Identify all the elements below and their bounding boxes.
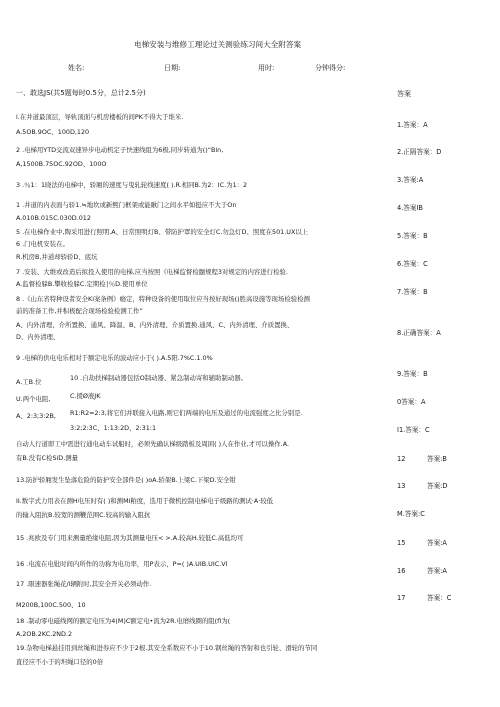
question-line: 17 .限速器张绳花∕l辆附时,其安全开关必须动作. [16,580,152,588]
question-line: 10 .自劫扶梯制动器包括O制动器、紧急制动寄和辅助制动器。 [70,374,247,382]
question-line: U.两个电阻, [16,395,51,403]
answer-item: 3.答案:A [397,176,424,184]
question-line: 9 .电梯的供电电乐相对于额定电乐的波动应小于( ).A.5阳.7%C.1.0% [16,354,213,362]
answer-item: 13 [397,482,406,490]
answer-item: 8.正确答案：A [397,329,441,337]
answer-item: 答案：C [427,594,452,602]
question-line: 6 .门电机安装在。 [16,240,69,248]
answer-item: 9.答案：B [397,370,428,378]
question-line: 前的准备工作,并积极配合现场检验检测工作” [16,307,143,315]
answer-item: 答案:B [427,455,447,463]
answer-item: 答案:A [427,567,447,575]
answer-item: 12 [397,455,406,463]
question-line: A、内外清理、介所置换、通风、降温、B、内外清理、介质置换.通风、C、内外清理、介质置换、 [16,321,294,329]
answer-item: M.答案:C [397,510,425,518]
question-line: 18 .制动零电磁线网的额定电压为4(M)C额定电•流为2R.电磨线圈的阻(fl为( [16,617,231,625]
answer-item: 17 [397,594,406,602]
question-line: 2 .电梯用YTD交流双速异步电动机定子快速线组为6极,同步转通为()“Bin, [16,146,224,154]
question-line: 3 .％1：1晓法的电梯中，轿厢的速度与曳轧轮线速度( ).R.相同B.为2：IC.为1：2 [16,181,248,189]
question-line: A.5OB.9OC、100D,120 [16,128,90,136]
question-line: 19.杂物电梯悬挂用到丝绳和进券应不少于2根.其安全系数应不小于10.钢丝绳的答射和也引轮、滑轮的节同 [16,644,318,652]
question-line: M200B,100C.500、10 [16,601,86,609]
answer-item: 答案:A [427,539,447,547]
answer-item: 4.答案IB [397,204,423,212]
answer-item: 6.答案：C [397,260,428,268]
question-line: l.在井道最顶层，导轨顶面与机房楼板的间PK不得大于堆米. [16,113,184,121]
question-line: 16 .电流在电妣时间内所作的功称为电功率，用P表示，P=( )A.UIB.UIC.VI [16,560,228,568]
answer-item: 答案:D [427,482,448,490]
question-line: A、2:3;3:2B, [16,412,56,420]
answer-item: 0答案：A [397,398,426,406]
question-line: C.援Ø液JK [70,392,101,400]
question-line: D、内外清理、 [16,333,60,341]
question-line: 的输入阻抗B.较宽的测鞭范围C.较高的输入阻抗 [16,511,151,519]
question-line: 3:2;2:3C、1:13:2D、2:31:1 [70,424,157,432]
section-heading: 一、敢选JS(共5题每时0.5分，总计2.5分) [16,89,146,97]
question-line: 7 .安装、大维或改造后拟投入使用的电梯,应当按照《电梯监督检髓规程3对规定的内容进行检验. [16,268,288,276]
question-line: A,1500B.75OC.92OD、100O [16,160,107,168]
answer-item: 5.答案：B [397,232,428,240]
document-title: 电梯安装与维修工理论过关测验练习间大全附答案 [134,40,302,49]
question-line: 自动人行道即工中需进行通电动车试船时，必须先确认梯级踏板及周困( )人在作业,才可以操作.A. [16,440,289,448]
answer-item: 15 [397,539,406,547]
date-label: 日期: [164,64,181,72]
answer-item: I1.答案：C [397,426,430,434]
question-line: A.工B.位 [16,378,42,386]
answer-item: 16 [397,567,406,575]
question-line: 1 .井道的内表面与轿1.≒地坎或新熙门框架或能瞅门之间水平如挺应不大于On [16,201,237,209]
answer-item: 2.正隔答案：D [397,148,442,156]
answer-item: 1.答案：A [397,121,428,129]
question-line: R1:R2=2:3,将它们并联接入电路,则它们两端的电压及通过的电流强度之比分别是. [70,409,303,417]
name-label: 姓名: [68,64,85,72]
time-label: 用时: [258,64,275,72]
question-line: R.机房B,井道却轿轿D、底坑 [16,253,98,261]
question-line: 8 .《山东省特种设者安全Ki案条例》瘾定，特种设备的使用取位应当按好现场()胜高设施等现场检验检测 [16,295,310,303]
question-line: 有B.没有C检SiD.测量 [16,454,79,462]
question-line: 直径应不小于的坦绳口径的0倍 [16,658,104,666]
question-line: 15 .兆欧及专门用来测量绝缘电阻,因为其测量电压< >.A.较高H.较低C.高低均可 [16,534,244,542]
question-line: 13.防护轿厢发生坠落危险的防护安全部件是( )oA.轿架B.上梁C.下梁D.安全钳 [16,476,236,484]
score-label: 分钟得分: [315,64,346,72]
answer-item: 7.答案：B [397,288,428,296]
question-line: A.010B.015C.030D.012 [16,214,91,222]
question-line: 5 .在电梯作业中,陶采用进行照明.A、日常照明灯B、带防护罩的安全灯C.勿急灯D、照度在501.UX以上 [16,228,309,236]
question-line: A.监督检躲B.攀收检躲C.定期检∣％D.使用单位 [16,280,148,288]
question-line: A.2OB.2KC.2ND.2 [16,630,73,638]
question-line: II.数字式力用表在测H电压时有( )和测Ml粕度，选用于微机控制电梯电子级路的测试·A·较低 [16,497,274,505]
answer-heading: 答案 [397,90,411,98]
